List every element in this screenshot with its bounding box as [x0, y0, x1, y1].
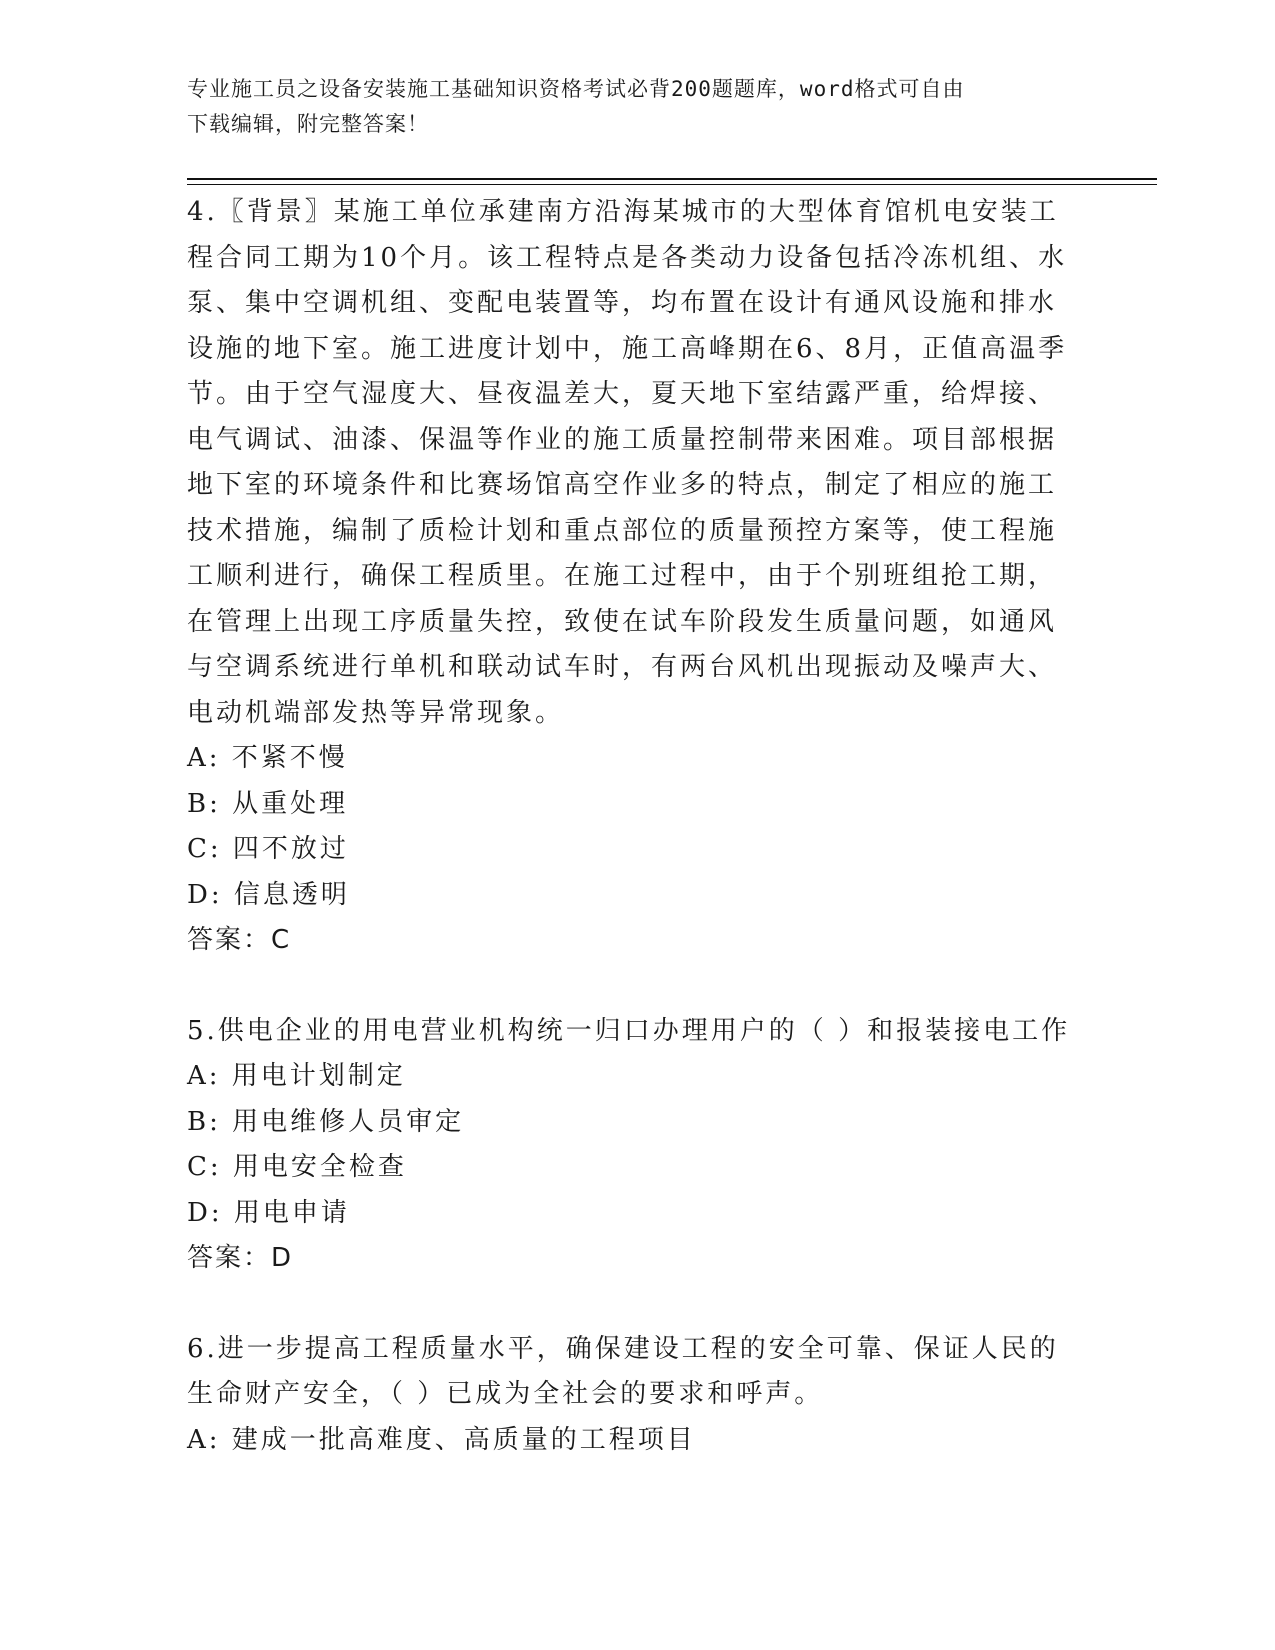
answer: 答案：C: [187, 925, 292, 955]
option-a: A: 不紧不慢: [187, 743, 348, 773]
question-line: 程合同工期为10个月。该工程特点是各类动力设备包括冷冻机组、水: [187, 242, 1068, 273]
option-d: D: 用电申请: [187, 1197, 350, 1228]
option-a: A: 建成一批高难度、高质量的工程项目: [187, 1424, 696, 1455]
option-d: D: 信息透明: [187, 879, 350, 910]
question-line: 6.进一步提高工程质量水平，确保建设工程的安全可靠、保证人民的: [187, 1333, 1059, 1364]
question-line: 生命财产安全，（ ）已成为全社会的要求和呼声。: [187, 1379, 824, 1409]
question-line: 在管理上出现工序质量失控，致使在试车阶段发生质量问题，如通风: [187, 606, 1058, 637]
question-5: [187, 1009, 1087, 1282]
question-list: [187, 190, 1087, 1463]
question-line: 4.〖背景〗某施工单位承建南方沿海某城市的大型体育馆机电安装工: [187, 197, 1059, 227]
answer: 答案：D: [187, 1243, 294, 1273]
header-rule-thin: [187, 184, 1157, 185]
question-line: 5.供电企业的用电营业机构统一归口办理用户的（ ）和报装接电工作: [187, 1015, 1071, 1046]
question-spacer: [187, 1282, 1087, 1327]
question-text: [187, 1009, 1087, 1055]
option-c: C: 用电安全检查: [187, 1152, 407, 1182]
header-line-2: 下载编辑，附完整答案！: [187, 112, 429, 136]
question-line: 设施的地下室。施工进度计划中，施工高峰期在6、8月，正值高温季: [187, 333, 1068, 364]
option-c: C: 四不放过: [187, 834, 349, 864]
option-a: A: 用电计划制定: [187, 1061, 406, 1091]
option-b: B: 用电维修人员审定: [187, 1106, 465, 1137]
question-line: 泵、集中空调机组、变配电装置等，均布置在设计有通风设施和排水: [187, 288, 1058, 318]
question-6: [187, 1327, 1087, 1464]
question-line: 地下室的环境条件和比赛场馆高空作业多的特点，制定了相应的施工: [187, 470, 1058, 500]
question-spacer: [187, 964, 1087, 1009]
question-line: 与空调系统进行单机和联动试车时，有两台风机出现振动及噪声大、: [187, 652, 1058, 682]
option-b: B: 从重处理: [187, 788, 349, 819]
question-text: [187, 190, 1087, 736]
question-line: 节。由于空气湿度大、昼夜温差大，夏天地下室结露严重，给焊接、: [187, 379, 1058, 409]
question-line: 电动机端部发热等异常现象。: [187, 697, 565, 728]
document-header: [187, 72, 1067, 142]
question-text: [187, 1327, 1087, 1418]
question-4: [187, 190, 1087, 964]
question-line: 技术措施，编制了质检计划和重点部位的质量预控方案等，使工程施: [187, 515, 1058, 546]
header-line-1: 专业施工员之设备安装施工基础知识资格考试必背200题题库，word格式可自由: [187, 77, 965, 101]
question-line: 电气调试、油漆、保温等作业的施工质量控制带来困难。项目部根据: [187, 424, 1058, 455]
question-line: 工顺利进行，确保工程质里。在施工过程中，由于个别班组抢工期，: [187, 561, 1058, 591]
header-rule-thick: [187, 178, 1157, 180]
